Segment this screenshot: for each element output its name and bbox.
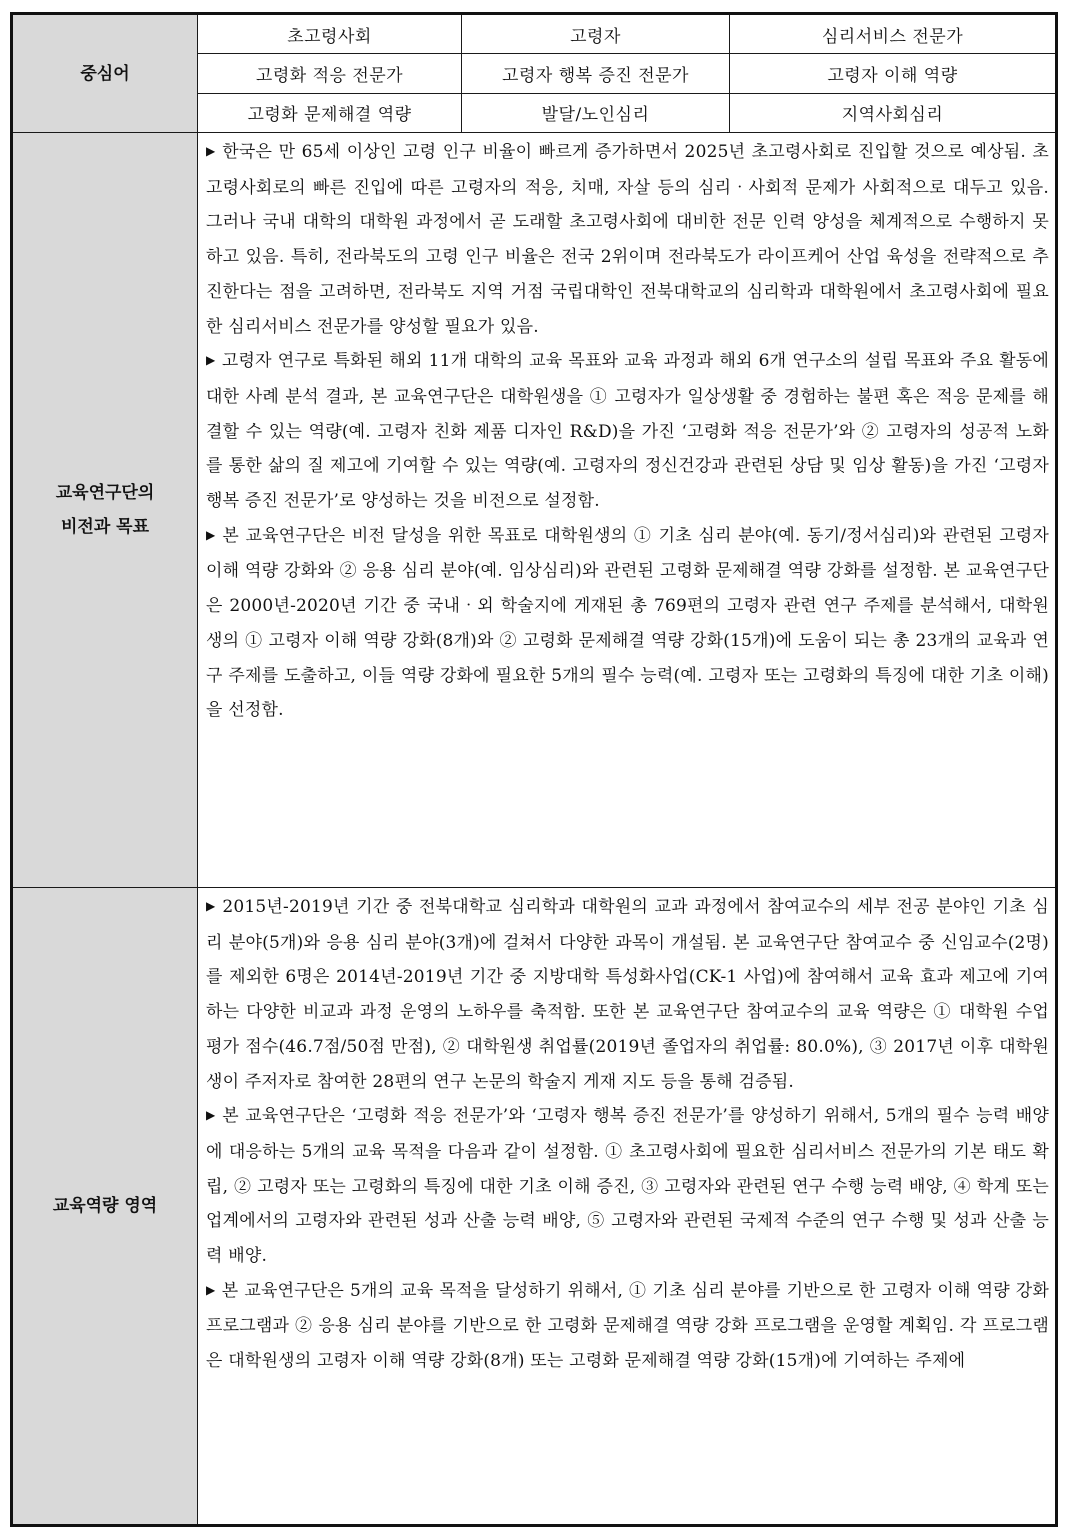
- bullet-icon: ▶: [206, 1108, 217, 1123]
- vision-label: [12, 133, 198, 888]
- keyword-cell: 지역사회심리: [730, 93, 1057, 132]
- keyword-cell: 발달/노인심리: [462, 93, 730, 132]
- keyword-cell: 고령화 문제해결 역량: [198, 93, 462, 132]
- education-content: [198, 888, 1057, 1526]
- bullet-icon: ▶: [206, 527, 217, 542]
- bullet-icon: ▶: [206, 353, 216, 368]
- keyword-cell: 고령화 적응 전문가: [198, 54, 462, 93]
- vision-paragraph-1: [206, 135, 1049, 344]
- education-paragraph-2: [206, 1099, 1049, 1274]
- vision-paragraph-3: [206, 519, 1049, 728]
- paragraph-text: 한국은 만 65세 이상인 고령 인구 비율이 빠르게 증가하면서 2025년 초고령사회로 진입할 것으로 예상됨. 초고령사회로의 빠른 진입에 따른 고령자의 적응, 치매, 자살 등의 심리‧사회적 문제가 사회적으로 대두고 있음. 그러나 국내 대학의 대학원 과정에서 곧 도래할 초고령사회에 대비한 전문 인력 양성을 체계적으로 수행하지 못하고 있음. 특히, 전라북도의 고령 인구 비율은 전국 2위이며 전라북도가 라이프케어 산업 육성을 전략적으로 추진한다는 점을 고려하면, 전라북도 지역 거점 국립대학인 전북대학교의 심리학과 대학원에서 초고령사회에 필요한 심리서비스 전문가를 양성할 필요가 있음.: [206, 142, 1049, 337]
- paragraph-text: 고령자 연구로 특화된 해외 11개 대학의 교육 목표와 교육 과정과 해외 6개 연구소의 설립 목표와 주요 활동에 대한 사례 분석 결과, 본 교육연구단은 대학원생을 ① 고령자가 일상생활 중 경험하는 불편 혹은 적응 문제를 해결할 수 있는 역량(예. 고령자 친화 제품 디자인 R&D)을 가진 ‘고령화 적응 전문가’와 ② 고령자의 성공적 노화를 통한 삶의 질 제고에 기여할 수 있는 역량(예. 고령자의 정신건강과 관련된 상담 및 임상 활동)을 가진 ‘고령자 행복 증진 전문가’로 양성하는 것을 비전으로 설정함.: [206, 351, 1049, 512]
- keyword-cell: 초고령사회: [198, 14, 462, 54]
- paragraph-text: 본 교육연구단은 5개의 교육 목적을 달성하기 위해서, ① 기초 심리 분야를 기반으로 한 고령자 이해 역량 강화 프로그램과 ② 응용 심리 분야를 기반으로 한 고령화 문제해결 역량 강화 프로그램을 운영할 계획임. 각 프로그램은 대학원생의 고령자 이해 역량 강화(8개) 또는 고령화 문제해결 역량 강화(15개)에 기여하는 주제에: [206, 1280, 1049, 1372]
- vision-paragraph-2: [206, 344, 1049, 519]
- education-paragraph-1: [206, 890, 1049, 1099]
- keyword-cell: 고령자 이해 역량: [730, 54, 1057, 93]
- vision-row: [12, 133, 1057, 888]
- keywords-label: 중심어: [12, 14, 198, 133]
- paragraph-text: 본 교육연구단은 비전 달성을 위한 목표로 대학원생의 ① 기초 심리 분야(예. 동기/정서심리)와 관련된 고령자 이해 역량 강화와 ② 응용 심리 분야(예. 임상심리)와 관련된 고령화 문제해결 역량 강화를 설정함. 본 교육연구단은 2000년-2020년 기간 중 국내‧외 학술지에 게재된 총 769편의 고령자 관련 연구 주제를 분석해서, 대학원생의 ① 고령자 이해 역량 강화(8개)와 ② 고령화 문제해결 역량 강화(15개)에 도움이 되는 총 23개의 교육과 연구 주제를 도출하고, 이들 역량 강화에 필요한 5개의 필수 능력(예. 고령자 또는 고령화의 특징에 대한 기초 이해)을 선정함.: [206, 525, 1049, 721]
- keyword-cell: 고령자: [462, 14, 730, 54]
- education-label: 교육역량 영역: [12, 888, 198, 1526]
- keyword-row-1: [12, 14, 1057, 54]
- vision-label-line1: 교육연구단의: [55, 483, 155, 503]
- paragraph-text: 2015년-2019년 기간 중 전북대학교 심리학과 대학원의 교과 과정에서 참여교수의 세부 전공 분야인 기초 심리 분야(5개)와 응용 심리 분야(3개)에 걸쳐서 다양한 과목이 개설됨. 본 교육연구단 참여교수 중 신임교수(2명)를 제외한 6명은 2014년-2019년 기간 중 지방대학 특성화사업(CK-1 사업)에 참여해서 교육 효과 제고에 기여하는 다양한 비교과 과정 운영의 노하우를 축적함. 또한 본 교육연구단 참여교수의 교육 역량은 ① 대학원 수업 평가 점수(46.7점/50점 만점), ② 대학원생 취업률(2019년 졸업자의 취업률: 80.0%), ③ 2017년 이후 대학원생이 주저자로 참여한 28편의 연구 논문의 학술지 게재 지도 등을 통해 검증됨.: [206, 897, 1049, 1092]
- bullet-icon: ▶: [206, 1282, 216, 1297]
- education-paragraph-3: [206, 1274, 1049, 1379]
- keyword-cell: 고령자 행복 증진 전문가: [462, 54, 730, 93]
- vision-content: [198, 133, 1057, 888]
- bullet-icon: ▶: [206, 144, 217, 158]
- paragraph-text: 본 교육연구단은 ‘고령화 적응 전문가’와 ‘고령자 행복 증진 전문가’를 양성하기 위해서, 5개의 필수 능력 배양에 대응하는 5개의 교육 목적을 다음과 같이 설정함. ① 초고령사회에 필요한 심리서비스 전문가의 기본 태도 확립, ② 고령자 또는 고령화의 특징에 대한 기초 이해 증진, ③ 고령자와 관련된 연구 수행 능력 배양, ④ 학계 또는 업계에서의 고령자와 관련된 성과 산출 능력 배양, ⑤ 고령자와 관련된 국제적 수준의 연구 수행 및 성과 산출 능력 배양.: [206, 1106, 1049, 1267]
- bullet-icon: ▶: [206, 899, 217, 913]
- vision-label-line2: 비전과 목표: [60, 517, 150, 537]
- summary-table: [10, 12, 1058, 1527]
- keyword-cell: 심리서비스 전문가: [730, 14, 1057, 54]
- education-row: [12, 888, 1057, 1526]
